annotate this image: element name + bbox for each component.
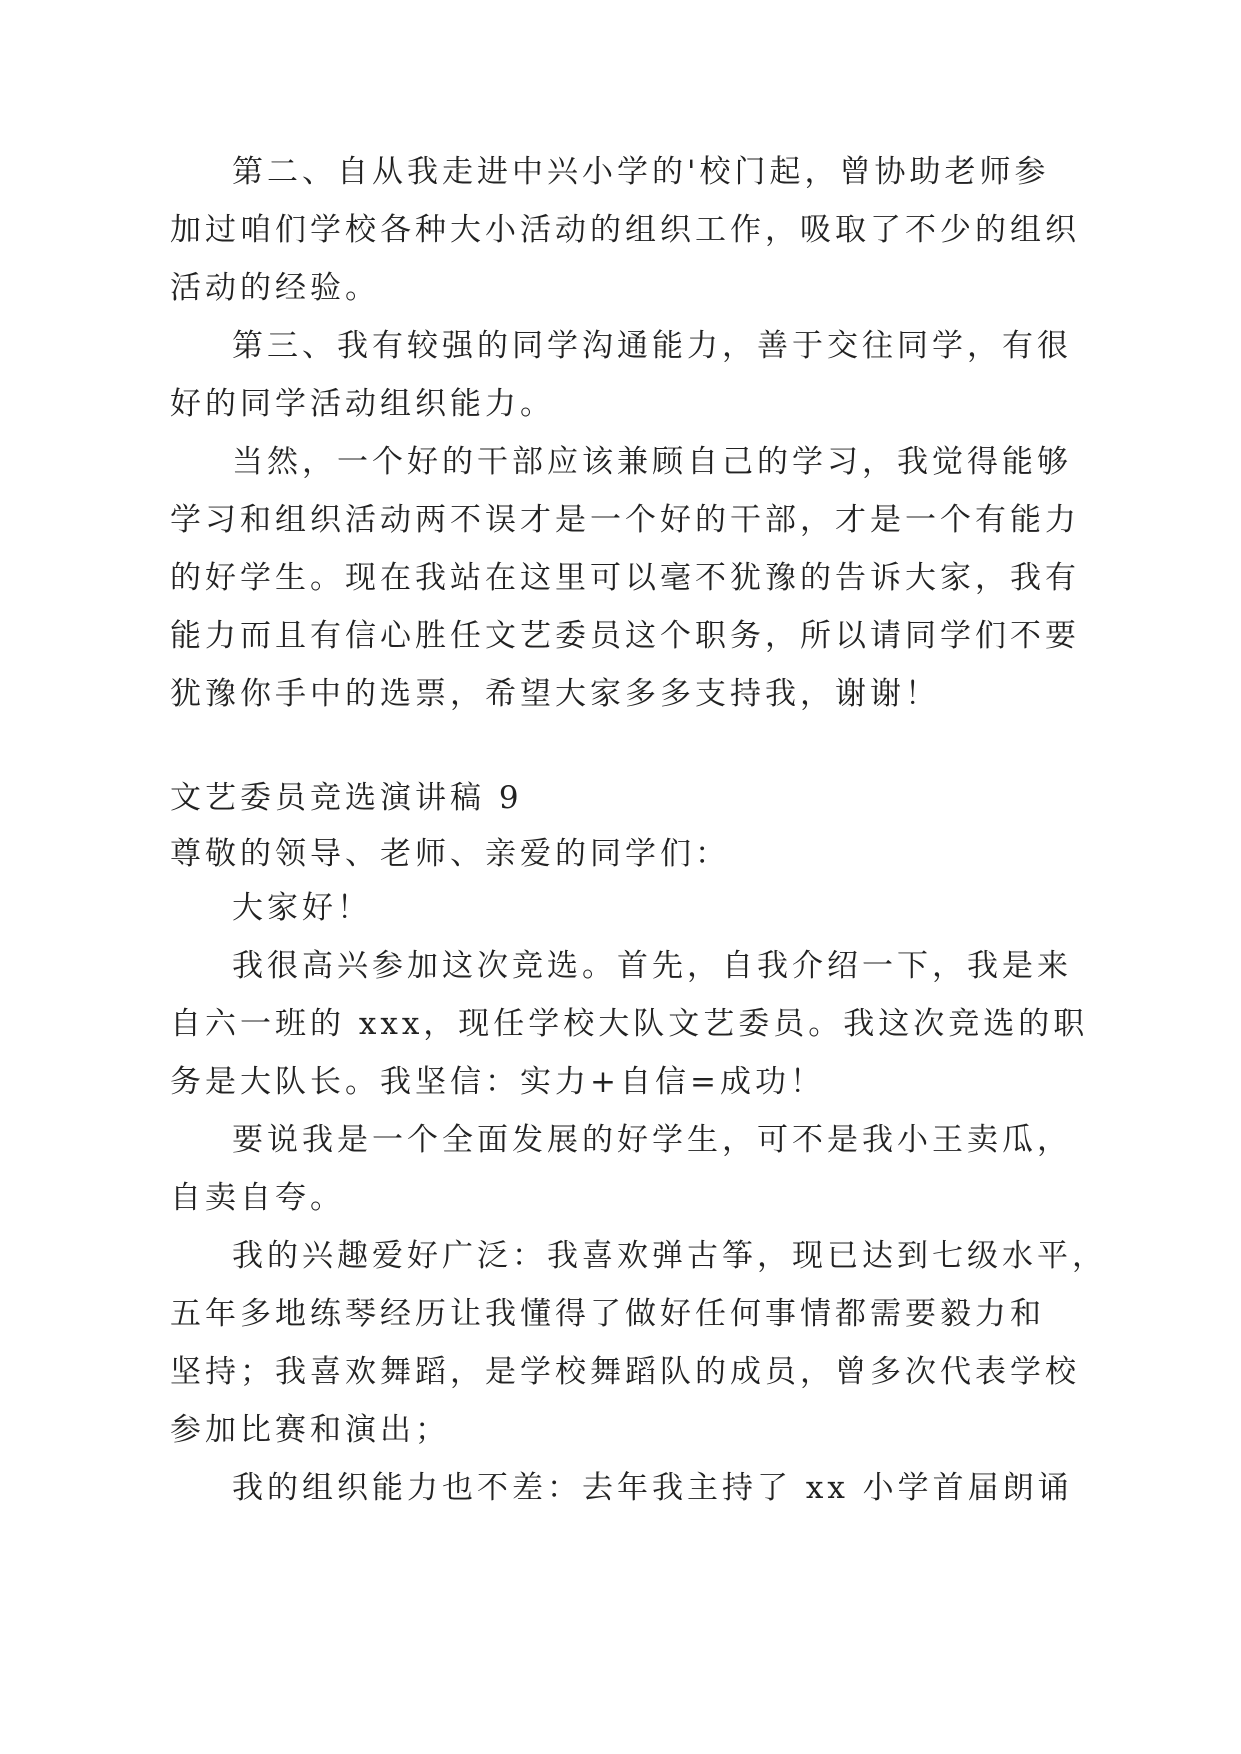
- paragraph-line: 学习和组织活动两不误才是一个好的干部，才是一个有能力: [170, 502, 1080, 538]
- paragraph-line: 五年多地练琴经历让我懂得了做好任何事情都需要毅力和: [170, 1296, 1045, 1332]
- salutation: 尊敬的领导、老师、亲爱的同学们：: [170, 836, 730, 872]
- paragraph-line: 犹豫你手中的选票，希望大家多多支持我，谢谢！: [170, 676, 940, 712]
- paragraph-line: 我的组织能力也不差：去年我主持了 xx 小学首届朗诵: [232, 1470, 1073, 1506]
- paragraph-line: 能力而且有信心胜任文艺委员这个职务，所以请同学们不要: [170, 618, 1080, 654]
- paragraph-line: 加过咱们学校各种大小活动的组织工作，吸取了不少的组织: [170, 212, 1080, 248]
- paragraph-line: 第三、我有较强的同学沟通能力，善于交往同学，有很: [232, 328, 1072, 364]
- paragraph-line: 的好学生。现在我站在这里可以毫不犹豫的告诉大家，我有: [170, 560, 1080, 596]
- section-title: 文艺委员竞选演讲稿 9: [170, 780, 523, 816]
- paragraph-line: 当然，一个好的干部应该兼顾自己的学习，我觉得能够: [232, 444, 1072, 480]
- paragraph-line: 坚持；我喜欢舞蹈，是学校舞蹈队的成员，曾多次代表学校: [170, 1354, 1080, 1390]
- paragraph-line: 第二、自从我走进中兴小学的'校门起，曾协助老师参: [232, 154, 1050, 190]
- paragraph-line: 我的兴趣爱好广泛：我喜欢弹古筝，现已达到七级水平，: [232, 1238, 1107, 1274]
- paragraph-line: 要说我是一个全面发展的好学生，可不是我小王卖瓜，: [232, 1122, 1072, 1158]
- paragraph-line: 参加比赛和演出；: [170, 1412, 450, 1448]
- paragraph-line: 自六一班的 xxx，现任学校大队文艺委员。我这次竞选的职: [170, 1006, 1089, 1042]
- paragraph-line: 我很高兴参加这次竞选。首先，自我介绍一下，我是来: [232, 948, 1072, 984]
- greeting: 大家好！: [232, 890, 372, 926]
- paragraph-line: 务是大队长。我坚信：实力+自信=成功！: [170, 1064, 825, 1100]
- paragraph-line: 好的同学活动组织能力。: [170, 386, 555, 422]
- paragraph-line: 活动的经验。: [170, 270, 380, 306]
- paragraph-line: 自卖自夸。: [170, 1180, 345, 1216]
